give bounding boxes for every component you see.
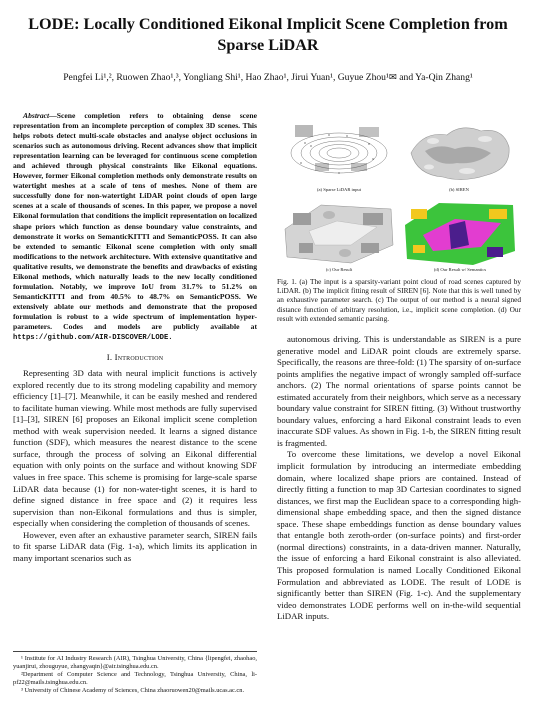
figure-1 [277, 111, 521, 271]
siren-result-image [403, 113, 515, 187]
right-column [277, 111, 521, 623]
paper-title: LODE: Locally Conditioned Eikonal Implicit Scene Completion from Sparse LiDAR [28, 15, 508, 54]
abstract-label: Abstract [23, 111, 50, 120]
code-link[interactable]: https://github.com/AIR-DISCOVER/LODE. [13, 334, 173, 343]
footnote-1: ¹ Institute for AI Industry Research (AIR), Tsinghua University, China {lipengfei, zhaohao, yuanjirui, zhouguyue, zhangyaqin}@air.tsinghua.edu.cn. [13, 655, 257, 670]
abstract [13, 111, 257, 343]
subfigure-a-label: (a) Sparse LiDAR input [316, 187, 361, 192]
left-column [13, 111, 257, 564]
semantic-result-image [403, 195, 517, 267]
footnote-2: ²Department of Computer Science and Technology, Tsinghua University, China, li-pf22@mails.tsinghua.edu.cn. [13, 670, 257, 686]
subfigure-b-label: (b) SIREN [449, 187, 469, 192]
footnote-3: ³ University of Chinese Academy of Sciences, China zhaoruowen20@mails.ucas.ac.cn. [21, 686, 245, 694]
abstract-body: —Scene completion refers to obtaining dense scene representation from an incomplete perception of complex 3D scenes. This helps robots detect multi-scale obstacles and analyse object occlusions in scenarios such as autonomous driving. Recent advances show that implicit representation learning can be leveraged for continuous scene completion and achieved through physical constraints like Eikonal equations. However, former Eikonal completion methods only demonstrate results on watertight meshes at a scale of tens of meshes. None of them are successfully done for non-watertight LiDAR point clouds of open large scenes at a scale of thousands of scenes. In this paper, we propose a novel Eikonal formulation that conditions the implicit representation on localized shape priors which function as dense boundary value constraints, and demonstrate it works on SemanticKITTI and SemanticPOSS. It can also be extended to semantic Eikonal scene completion with only small modifications to the network architecture. With extensive quantitative and qualitative results, we demonstrate the benefits and drawbacks of existing Eikonal methods, which naturally leads to the new locally conditioned formulation. Notably, we improve IoU from 31.7% to 51.2% on SemanticKITTI and from 40.5% to 48.7% on SemanticPOSS. We extensively ablate our methods and demonstrate that the proposed formulation is robust to a wide spectrum of implementation hyper-parameters. Codes and models are publicly available at [13, 111, 257, 331]
author-list: Pengfei Li¹,², Ruowen Zhao¹,³, Yongliang Shi¹, Hao Zhao¹, Jirui Yuan¹, Guyue Zhou¹✉ and Ya-Qin Zhang¹ [63, 72, 473, 83]
intro-paragraph-4: To overcome these limitations, we develop a novel Eikonal implicit formulation by introducing an intermediate embedding domain, where localized shape priors are contained. Instead of directly fitting a function to map 3D Cartesian coordinates to signed distances, we first map the Euclidean space to a corresponding high-dimensional shape embedding space, and then the signed distance space. These shape embeddings function as dense boundary values that entangle both zeroth-order (on-surface points) and first-order (normal directions) constraints, in a data-driven manner. Naturally, the issue of enforcing a hard Eikonal constraint is also alleviated. This proposed formulation is named Locally Conditioned Eikonal Formulation and abbreviated as LODE. The result of LODE is significantly better than SIREN (Fig. 1-c). And the supplementary video demonstrates LODE performs well on in-the-wild sequential LiDAR inputs. [277, 449, 521, 622]
our-result-image [281, 195, 397, 267]
intro-paragraph-3: autonomous driving. This is understandable as SIREN is a pure generative model and LiDAR point clouds are extremely sparse. Specifically, the reasons are three-fold: (1) The sparsity of on-surface points amplifies the negative impact of wrongly sampled off-surface anchors. (2) The normal orientations of sparse points cannot be estimated accurately from their neighbors, which serve as a necessary boundary value constraint for SIREN fitting. (3) Without trustworthy boundary values, enforcing a hard Eikonal constraint leads to even inaccurate SDF values. As shown in Fig. 1-b, the SIREN fitting result is fragmented. [277, 334, 522, 448]
lidar-input-image [285, 113, 393, 187]
figure-caption: Fig. 1. (a) The input is a sparsity-variant point cloud of road scenes captured by LiDAR. (b) The implicit fitting result of SIREN [6]. Note that this is well tuned by an exhaustive parameter search. (c) The output of our method is a neural signed distance function of arbitrary resolution, i.e., implicit scene completion. (d) Our result with extended semantic parsing. [277, 277, 521, 323]
section-heading: I. Introduction [106, 352, 164, 363]
intro-paragraph-2: However, even after an exhaustive parameter search, SIREN fails to fit sparse LiDAR data (Fig. 1-a), which limits its application in many important scenarios such as [13, 529, 257, 563]
intro-paragraph-1: Representing 3D data with neural implicit functions is actively explored recently due to its strong modeling capability and memory efficiency [1]–[7]. Meanwhile, it can be easily meshed and rendered to facilitate human viewing. While most methods are fully supervised [1]–[3], SIREN [6] proposes an Eikonal implicit scene completion method with weak supervision needed. It learns a signed distance function (SDF), which measures the nearest distance to the scene surface, through the process of solving an Eikonal differential equation with only points on the surface and without knowing SDF values in free space. This scheme is promising for large-scale sparse LiDAR data because (1) for non-water-tight scenes, it is hard to define signed distance in free space and (2) it requires less supervision than non-Eikonal formulations and thus is simpler, especially when considering the completion of thousands of scenes. [13, 368, 257, 529]
subfigure-c-label: (c) Our Result [325, 267, 353, 272]
subfigure-d-label: (d) Our Result w/ Semantics [433, 267, 487, 272]
footnotes [13, 651, 257, 695]
